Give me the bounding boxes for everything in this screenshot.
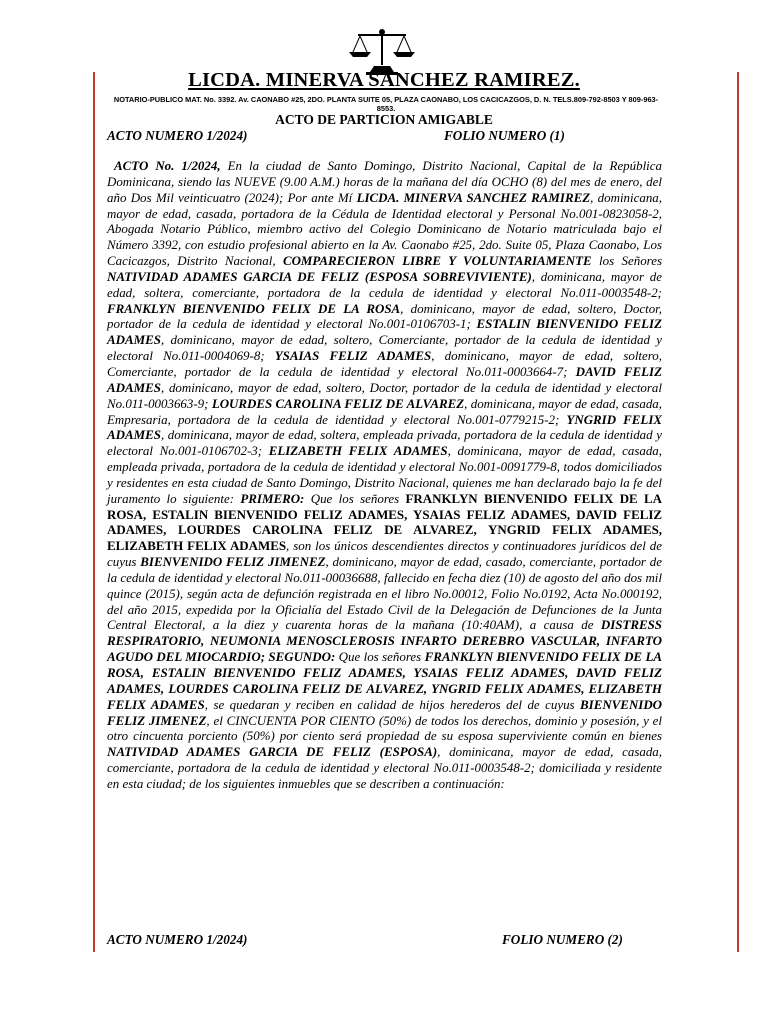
text-run: , dominicana, mayor de edad, casada, comerciante, portadora de la cedula de identidad y electoral No.011-0003548-2; domiciliada y residente en esta ciudad; de los siguientes inmuebles que se describen a continuación: — [107, 744, 663, 791]
left-margin-line — [93, 72, 95, 952]
text-run: , dominicano, mayor de edad, casado, comerciante, portador de la cedula de identidad y electoral No.011-00036688, fallecido en fecha diez (10) de agosto del año dos mil quince (2015), según acta de defunción registrada en el libro No.00012, Folio No.0192, Acta No.000192, del año 2015, expedida por la Oficialía del Estado Civil de la Delegación de Defunciones de la Junta Central Electoral, a la diez y cuarenta horas de la mañana (10:40AM), a causa de — [107, 554, 662, 633]
text-run: , dominicano, mayor de edad, soltero, Doctor, portador de la cedula de identidad y electoral No.001-0106703-1; — [107, 300, 662, 332]
bold-text-run: BIENVENIDO FELIZ JIMENEZ — [140, 554, 326, 570]
folio-number: FOLIO NUMERO (2) — [502, 932, 623, 947]
bold-text-run: ELIZABETH FELIX ADAMES — [268, 443, 448, 459]
text-run: , se quedaran y reciben en calidad de hijos herederos del de cuyus — [204, 696, 581, 712]
bold-text-run: LICDA. MINERVA SANCHEZ RAMIREZ — [356, 189, 591, 205]
bold-text-run: NATIVIDAD ADAMES GARCIA DE FELIZ (ESPOSA) — [107, 744, 438, 760]
bold-text-run: FRANKLYN BIENVENIDO FELIX DE LA ROSA, ESTALIN BIENVENIDO FELIZ ADAMES, YSAIAS FELIZ ADAMES, DAVID FELIZ ADAMES, LOURDES CAROLINA FELIZ DE ALVAREZ, YNGRID FELIX ADAMES, ELIZABETH FELIX ADAMES — [107, 490, 663, 554]
bold-text-run: YSAIAS FELIZ ADAMES — [274, 348, 432, 364]
bold-text-run: BIENVENIDO FELIZ JIMENEZ — [107, 696, 663, 728]
text-run: , son los únicos descendientes directos y continuadores jurídicos del de cuyus — [107, 538, 662, 570]
text-run: los Señores — [591, 253, 662, 269]
act-number: ACTO NUMERO 1/2024) — [107, 128, 248, 143]
bold-text-run: FRANKLYN BIENVENIDO FELIX DE LA ROSA — [107, 300, 401, 316]
folio-number: FOLIO NUMERO (1) — [444, 128, 565, 143]
text-run: , dominicana, mayor de edad, casada, Empresaria, portadora de la cedula de identidad y electoral No.001-0779215-2; — [107, 395, 662, 427]
bold-text-run: NATIVIDAD ADAMES GARCIA DE FELIZ (ESPOSA SOBREVIVIENTE) — [107, 268, 532, 284]
text-run: , el CINCUENTA POR CIENTO (50%) de todos los derechos, dominio y posesión, y el otro cincuenta porciento (50%) por ciento será propiedad de su esposa superviviente común en bienes — [107, 712, 662, 744]
bold-text-run: ESTALIN BIENVENIDO FELIZ ADAMES — [107, 316, 662, 348]
text-run: En la ciudad de Santo Domingo, Distrito Nacional, Capital de la República Dominicana, siendo las NUEVE (9.00 A.M.) horas de la mañana del día OCHO (8) del mes de enero, del año Dos Mil veinticuatro (2024); Por ante Mí — [107, 158, 662, 205]
bold-text-run: ACTO No. 1/2024, — [114, 158, 221, 173]
document-title: ACTO DE PARTICION AMIGABLE — [275, 112, 493, 127]
text-run: , dominicano, mayor de edad, soltero, Comerciante, portador de la cedula de identidad y electoral No.011-0003664-7; — [107, 348, 663, 379]
bold-text-run: FRANKLYN BIENVENIDO FELIX DE LA ROSA, ESTALIN BIENVENIDO FELIZ ADAMES, YSAIAS FELIZ ADAMES, DAVID FELIZ ADAMES, LOURDES CAROLINA FELIZ DE ALVAREZ, YNGRID FELIX ADAMES, ELIZABETH FELIX ADAMES — [107, 649, 662, 712]
text-run: , dominicana, mayor de edad, soltera, empleada privada, portadora de la cedula de identidad y electoral No.001-0106702-3; — [107, 427, 662, 459]
bold-text-run: LOURDES CAROLINA FELIZ DE ALVAREZ — [211, 395, 465, 411]
bold-text-run: DISTRESS RESPIRATORIO, NEUMONIA MENOSCLEROSIS INFARTO DEREBRO VASCULAR, INFARTO AGUDO DEL MIOCARDIO; SEGUNDO: — [107, 617, 662, 665]
text-run: Que los señores — [304, 490, 406, 506]
text-run: Que los señores — [335, 649, 425, 665]
text-run: , dominicana, mayor de edad, casada, empleada privada, portadora de la cedula de identidad y electoral No.001-0091779-8, todos domiciliados y residentes en esta ciudad de Santo Domingo, Distrito Nacional, quienes me han declarado bajo la fe del juramento lo siguiente: — [107, 443, 662, 506]
text-run: , dominicana, mayor de edad, casada, portadora de la Cédula de Identidad electoral y Personal No.001-0823058-2, Abogada Notario Público, miembro activo del Colegio Dominicano de Notario matriculada bajo el Número 3392, con estudio profesional abierto en la Av. Caonabo #25, 2do. Suite 05, Plaza Caonabo, Los Cacicazgos, Distrito Nacional, — [107, 189, 662, 269]
right-margin-line — [737, 72, 739, 952]
text-run: , dominicano, mayor de edad, soltero, Doctor, portador de la cedula de identidad y electoral No.011-0003663-9; — [107, 379, 662, 411]
bold-text-run: COMPARECIERON LIBRE Y VOLUNTARIAMENTE — [282, 253, 592, 269]
text-run: , dominicano, mayor de edad, soltero, Comerciante, portador de la cedula de identidad y electoral No.011-0004069-8; — [107, 332, 662, 364]
bold-text-run: YNGRID FELIX ADAMES — [107, 411, 662, 443]
bold-text-run: PRIMERO: — [240, 490, 305, 506]
text-run: , dominicana, mayor de edad, soltera, comerciante, portadora de la cedula de identidad y electoral No.011-0003548-2; — [107, 268, 663, 300]
notary-name: LICDA. MINERVA SANCHEZ RAMIREZ. — [188, 69, 580, 91]
notary-address: NOTARIO-PUBLICO MAT. No. 3392. Av. CAONABO #25, 2DO. PLANTA SUITE 05, PLAZA CAONABO, LOS CACICAZGOS, D. N. TELS.809-792-8503 Y 809-963-8553. — [113, 95, 659, 113]
act-number: ACTO NUMERO 1/2024) — [107, 932, 248, 947]
bold-text-run: DAVID FELIZ ADAMES — [107, 363, 662, 395]
act-body-text — [107, 158, 662, 792]
